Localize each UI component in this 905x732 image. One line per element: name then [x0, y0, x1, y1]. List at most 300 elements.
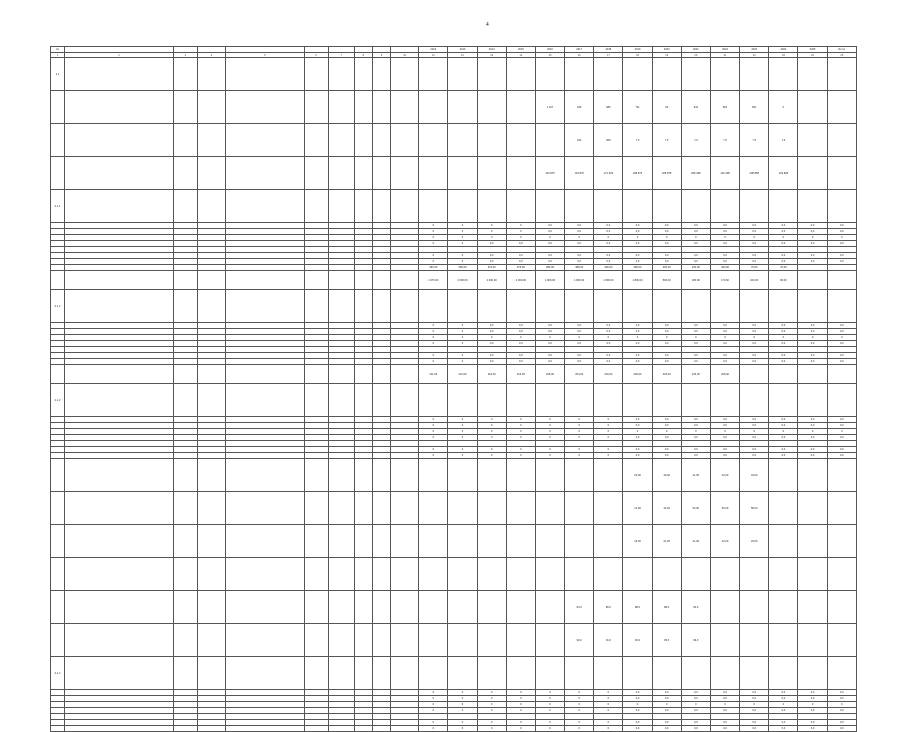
table-cell: 0,0: [535, 253, 564, 259]
table-cell: 0,0: [565, 353, 594, 359]
table-cell: [51, 459, 65, 492]
table-cell: [740, 365, 769, 384]
table-cell: [710, 190, 739, 223]
table-cell: [623, 290, 652, 323]
table-cell: 0: [448, 253, 477, 259]
table-cell: [328, 290, 354, 323]
table-cell: [477, 157, 506, 190]
table-cell: 0: [448, 417, 477, 423]
table-cell: [448, 657, 477, 690]
table-cell: 0,0: [652, 329, 681, 335]
table-cell: [304, 384, 328, 417]
table-cell: [65, 459, 174, 492]
column-number: 12: [448, 53, 477, 58]
table-cell: [197, 91, 225, 124]
table-cell: 120 498: [710, 157, 739, 190]
table-cell: 21,00: [681, 525, 710, 558]
table-cell: [173, 157, 197, 190]
table-cell: [477, 525, 506, 558]
table-cell: 0: [477, 453, 506, 459]
table-cell: [477, 124, 506, 157]
table-cell: 0: [565, 696, 594, 702]
table-cell: 221,00: [448, 365, 477, 384]
table-cell: [769, 459, 798, 492]
table-cell: 0,0: [565, 323, 594, 329]
table-cell: 0,0: [681, 329, 710, 335]
table-cell: 0,0: [477, 323, 506, 329]
table-cell: 0: [710, 335, 739, 341]
table-cell: 0: [681, 335, 710, 341]
table-cell: [304, 271, 328, 290]
table-cell: 0,0: [681, 259, 710, 265]
table-cell: 0: [506, 720, 535, 726]
table-cell: [565, 290, 594, 323]
table-cell: [798, 190, 827, 223]
table-cell: 0: [594, 235, 623, 241]
table-cell: 0,0: [623, 453, 652, 459]
table-cell: [623, 558, 652, 591]
table-cell: 0,0: [769, 341, 798, 347]
table-cell: 0,0: [769, 353, 798, 359]
table-cell: 0,0: [798, 353, 827, 359]
column-number: 15: [535, 53, 564, 58]
table-cell: [354, 91, 372, 124]
table-cell: [328, 271, 354, 290]
table-cell: 225,00: [710, 365, 739, 384]
table-cell: 0: [740, 235, 769, 241]
table-cell: [769, 384, 798, 417]
table-cell: [477, 190, 506, 223]
table-cell: [173, 91, 197, 124]
table-cell: 0,0: [798, 726, 827, 732]
table-cell: 42,00: [652, 492, 681, 525]
table-cell: 0: [448, 335, 477, 341]
table-cell: 0,0: [769, 423, 798, 429]
table-cell: 0,0: [740, 417, 769, 423]
table-cell: 0,0: [740, 447, 769, 453]
table-cell: 0,0: [827, 353, 856, 359]
table-cell: 0,0: [623, 417, 652, 423]
table-cell: 2.1.1: [51, 190, 65, 223]
table-cell: 0,0: [769, 259, 798, 265]
table-cell: 1 800,00: [594, 271, 623, 290]
table-cell: [197, 657, 225, 690]
table-cell: 0: [565, 690, 594, 696]
table-cell: 20,00: [623, 459, 652, 492]
table-cell: 0,0: [506, 341, 535, 347]
table-cell: 0,0: [769, 696, 798, 702]
table-cell: 0: [448, 229, 477, 235]
table-cell: 0,0: [769, 447, 798, 453]
table-cell: 1 900,00: [535, 271, 564, 290]
table-cell: 0,0: [710, 726, 739, 732]
table-cell: 0,0: [506, 241, 535, 247]
table-cell: [304, 624, 328, 657]
table-cell: 0: [827, 335, 856, 341]
table-row: [51, 624, 857, 657]
table-cell: [51, 91, 65, 124]
table-cell: 0: [710, 429, 739, 435]
table-row: [51, 525, 857, 558]
table-cell: 0,0: [798, 708, 827, 714]
table-cell: [594, 525, 623, 558]
table-cell: [65, 365, 174, 384]
column-header: Итого: [827, 47, 856, 53]
table-cell: 0,0: [477, 253, 506, 259]
table-cell: 0,0: [827, 423, 856, 429]
table-cell: 0,0: [535, 329, 564, 335]
table-cell: 0,0: [594, 253, 623, 259]
column-number: 1: [51, 53, 65, 58]
table-cell: 0: [419, 720, 448, 726]
table-cell: 0: [477, 708, 506, 714]
column-header: 2021: [681, 47, 710, 53]
table-cell: 0: [565, 720, 594, 726]
table-cell: [372, 726, 390, 732]
table-cell: [710, 384, 739, 417]
table-cell: [477, 91, 506, 124]
table-cell: 180,00: [681, 271, 710, 290]
table-cell: [535, 384, 564, 417]
table-cell: 0: [594, 423, 623, 429]
table-cell: 0: [448, 690, 477, 696]
table-cell: 0: [798, 702, 827, 708]
table-cell: [65, 91, 174, 124]
table-cell: 0,0: [740, 435, 769, 441]
page-number: 4: [486, 22, 489, 28]
table-cell: [535, 558, 564, 591]
table-row: [51, 190, 857, 223]
table-cell: [565, 492, 594, 525]
table-cell: 0: [623, 335, 652, 341]
table-cell: 0,0: [681, 447, 710, 453]
table-cell: 0,0: [710, 329, 739, 335]
table-cell: [506, 624, 535, 657]
table-cell: [419, 492, 448, 525]
table-cell: [506, 591, 535, 624]
table-cell: 0,0: [769, 229, 798, 235]
table-cell: 31,00: [623, 492, 652, 525]
table-cell: [65, 157, 174, 190]
table-cell: 0: [448, 223, 477, 229]
table-cell: 93,0: [623, 624, 652, 657]
table-cell: 0,0: [769, 708, 798, 714]
table-cell: 0,0: [565, 229, 594, 235]
table-cell: [419, 157, 448, 190]
table-cell: 0,0: [652, 229, 681, 235]
table-cell: 0,0: [740, 253, 769, 259]
table-cell: 0: [419, 235, 448, 241]
table-cell: 0: [419, 429, 448, 435]
table-row: [51, 124, 857, 157]
table-cell: [226, 492, 304, 525]
table-cell: [506, 290, 535, 323]
table-cell: 0: [448, 435, 477, 441]
table-cell: 0,0: [477, 341, 506, 347]
table-cell: 0,0: [740, 341, 769, 347]
table-cell: 0,0: [681, 353, 710, 359]
table-cell: 0: [506, 726, 535, 732]
table-cell: [798, 657, 827, 690]
table-cell: [506, 384, 535, 417]
table-cell: [197, 525, 225, 558]
table-cell: [798, 459, 827, 492]
table-cell: 0,0: [565, 341, 594, 347]
table-cell: 0: [448, 453, 477, 459]
table-cell: [419, 91, 448, 124]
table-cell: [419, 558, 448, 591]
table-cell: [304, 459, 328, 492]
table-cell: 0,0: [623, 241, 652, 247]
table-cell: 0: [477, 690, 506, 696]
table-cell: 70,00: [740, 265, 769, 271]
table-cell: 0: [594, 447, 623, 453]
table-cell: 0,0: [652, 259, 681, 265]
table-cell: 0,0: [652, 353, 681, 359]
table-cell: 0,0: [798, 223, 827, 229]
table-cell: 0,0: [740, 696, 769, 702]
table-cell: 0,0: [535, 353, 564, 359]
table-row: [51, 384, 857, 417]
table-cell: 21,00: [652, 525, 681, 558]
table-cell: [769, 290, 798, 323]
table-cell: 201,00: [477, 365, 506, 384]
table-cell: [354, 58, 372, 91]
table-cell: [419, 624, 448, 657]
table-cell: 0,0: [710, 696, 739, 702]
column-header: 2014: [477, 47, 506, 53]
table-cell: 1 800,00: [565, 271, 594, 290]
table-cell: 365,00: [448, 265, 477, 271]
table-cell: [304, 58, 328, 91]
table-cell: 90,00: [769, 271, 798, 290]
table-cell: [740, 624, 769, 657]
table-cell: 0: [448, 708, 477, 714]
column-number: 21: [710, 53, 739, 58]
table-cell: 0: [419, 229, 448, 235]
column-number: 24: [798, 53, 827, 58]
table-cell: [391, 271, 419, 290]
table-cell: 0,0: [740, 359, 769, 365]
table-cell: [710, 591, 739, 624]
table-cell: 0,0: [623, 720, 652, 726]
table-cell: 0,0: [565, 259, 594, 265]
table-cell: 0: [652, 429, 681, 435]
table-cell: 961: [740, 91, 769, 124]
table-cell: [354, 492, 372, 525]
table-cell: [173, 525, 197, 558]
table-cell: [448, 124, 477, 157]
table-cell: 0,0: [827, 323, 856, 329]
table-cell: [827, 190, 856, 223]
table-cell: 1 227: [535, 91, 564, 124]
table-cell: 224: [565, 124, 594, 157]
table-cell: 0,0: [710, 435, 739, 441]
table-cell: 0,0: [827, 359, 856, 365]
table-cell: 208 878: [652, 157, 681, 190]
table-cell: 0: [506, 423, 535, 429]
table-cell: [769, 657, 798, 690]
table-cell: 134 876: [565, 157, 594, 190]
table-cell: 0: [535, 447, 564, 453]
table-row: [51, 365, 857, 384]
table-cell: 861: [710, 91, 739, 124]
table-cell: [226, 591, 304, 624]
table-cell: 0,0: [798, 423, 827, 429]
table-cell: 0: [652, 235, 681, 241]
table-cell: 0: [506, 223, 535, 229]
table-cell: [506, 525, 535, 558]
table-cell: 84,0: [565, 591, 594, 624]
table-cell: 0: [448, 447, 477, 453]
table-row: [51, 591, 857, 624]
table-cell: [827, 525, 856, 558]
table-cell: 0: [448, 702, 477, 708]
table-cell: 2 000,00: [448, 271, 477, 290]
table-cell: 0: [419, 453, 448, 459]
table-cell: [372, 591, 390, 624]
column-number: 9: [372, 53, 390, 58]
table-cell: [827, 657, 856, 690]
table-cell: 0: [506, 447, 535, 453]
table-cell: [304, 290, 328, 323]
table-cell: [354, 624, 372, 657]
table-cell: 0,0: [710, 359, 739, 365]
table-cell: 642: [681, 91, 710, 124]
table-cell: 0,0: [623, 229, 652, 235]
table-cell: 0: [419, 708, 448, 714]
table-cell: 0,0: [506, 353, 535, 359]
table-cell: [477, 624, 506, 657]
table-cell: 0: [448, 423, 477, 429]
table-cell: [173, 558, 197, 591]
table-cell: 0,0: [506, 323, 535, 329]
table-cell: 0,0: [710, 229, 739, 235]
table-cell: [65, 726, 174, 732]
table-cell: [419, 290, 448, 323]
table-cell: [652, 290, 681, 323]
table-cell: 0,0: [827, 435, 856, 441]
table-cell: 0,0: [535, 259, 564, 265]
table-cell: 0,0: [740, 259, 769, 265]
table-cell: 0,0: [594, 329, 623, 335]
table-cell: [173, 271, 197, 290]
table-cell: 0,0: [769, 453, 798, 459]
table-cell: 390,00: [594, 265, 623, 271]
table-cell: 0: [535, 690, 564, 696]
table-cell: 0: [535, 702, 564, 708]
table-cell: [506, 492, 535, 525]
table-cell: 0,0: [565, 223, 594, 229]
table-cell: 95,0: [652, 624, 681, 657]
table-cell: 0,0: [827, 329, 856, 335]
table-cell: 0: [477, 335, 506, 341]
table-cell: 0: [477, 435, 506, 441]
table-cell: 0,0: [740, 223, 769, 229]
table-cell: [623, 657, 652, 690]
table-cell: 2 000,00: [477, 271, 506, 290]
column-number: 22: [740, 53, 769, 58]
table-cell: [827, 591, 856, 624]
table-cell: [827, 365, 856, 384]
table-cell: [304, 365, 328, 384]
table-cell: 0,0: [798, 229, 827, 235]
table-cell: 208 498: [681, 157, 710, 190]
table-cell: 0,0: [740, 323, 769, 329]
table-cell: [710, 624, 739, 657]
table-cell: 0,0: [740, 708, 769, 714]
column-header: 2016: [535, 47, 564, 53]
table-cell: 0,0: [652, 341, 681, 347]
table-cell: 58,00: [740, 492, 769, 525]
table-cell: [304, 190, 328, 223]
table-cell: 0: [419, 423, 448, 429]
table-cell: [681, 290, 710, 323]
table-cell: 0,0: [681, 435, 710, 441]
table-cell: 0,0: [710, 253, 739, 259]
table-cell: [681, 190, 710, 223]
table-cell: [769, 525, 798, 558]
table-cell: 0: [623, 429, 652, 435]
table-cell: [391, 525, 419, 558]
table-cell: [419, 58, 448, 91]
table-cell: 0,0: [477, 329, 506, 335]
table-cell: [652, 657, 681, 690]
table-cell: [798, 525, 827, 558]
table-cell: [710, 657, 739, 690]
table-cell: [827, 271, 856, 290]
table-cell: [328, 91, 354, 124]
table-cell: [448, 492, 477, 525]
column-header: 2024: [769, 47, 798, 53]
table-cell: [304, 525, 328, 558]
table-cell: [197, 492, 225, 525]
table-cell: [65, 124, 174, 157]
table-cell: [681, 558, 710, 591]
table-cell: 0,0: [681, 223, 710, 229]
table-cell: [506, 124, 535, 157]
table-cell: [51, 591, 65, 624]
table-cell: 0: [506, 417, 535, 423]
table-cell: 0: [827, 702, 856, 708]
table-cell: [391, 726, 419, 732]
table-cell: 2.1: [51, 58, 65, 91]
table-cell: [372, 124, 390, 157]
table-cell: [65, 657, 174, 690]
table-cell: 0,0: [623, 323, 652, 329]
table-cell: 0,0: [623, 447, 652, 453]
table-cell: 0,0: [623, 223, 652, 229]
table-cell: [226, 157, 304, 190]
table-cell: 7,5: [769, 124, 798, 157]
table-cell: 0: [565, 708, 594, 714]
table-cell: 0: [681, 702, 710, 708]
table-cell: [827, 91, 856, 124]
table-cell: [710, 58, 739, 91]
table-cell: [594, 58, 623, 91]
table-cell: [391, 591, 419, 624]
table-cell: [769, 190, 798, 223]
table-cell: 23,00: [740, 525, 769, 558]
column-number: 18: [623, 53, 652, 58]
table-cell: 0: [506, 702, 535, 708]
table-cell: 7,5: [681, 124, 710, 157]
table-cell: 0: [769, 91, 798, 124]
table-cell: 0: [565, 435, 594, 441]
table-cell: 0: [565, 447, 594, 453]
table-cell: 0,0: [740, 453, 769, 459]
table-cell: [827, 624, 856, 657]
